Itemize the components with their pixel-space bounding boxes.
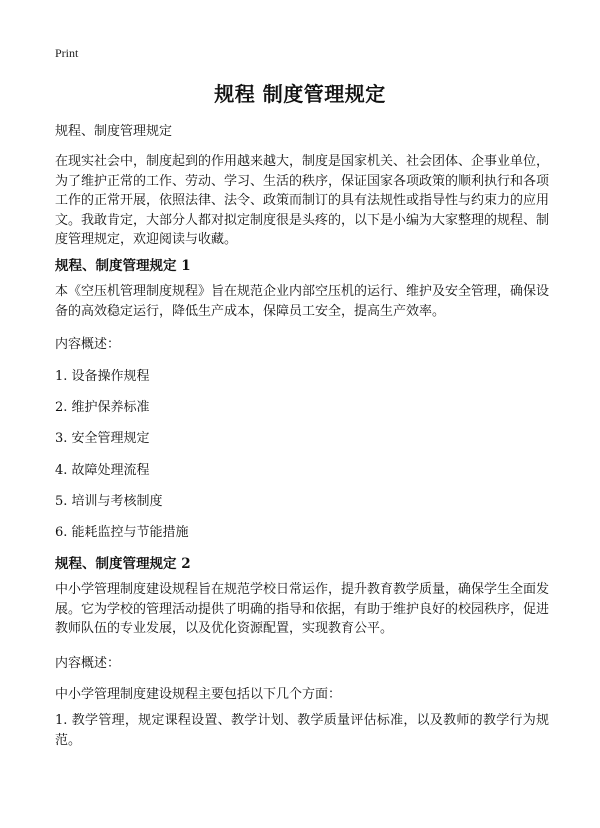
section-1-overview-label: 内容概述： bbox=[55, 337, 121, 352]
list-item: 3. 安全管理规定 bbox=[55, 431, 150, 446]
intro-paragraph: 在现实社会中，制度起到的作用越来越大，制度是国家机关、社会团体、企事业单位，为了维护正常的工作、劳动、学习、生活的秩序，保证国家各项政策的顺利执行和各项工作的正常开展，依照法律、法令、政策而制订的具有法规性或指导性与约束力的应用文。我敢肯定，大部分人都对拟定制度很是头疼的，以下是小编为大家整理的规程、制度管理规定，欢迎阅读与收藏。 bbox=[55, 154, 550, 247]
list-item: 5. 培训与考核制度 bbox=[55, 494, 163, 509]
section-2-item-1: 1. 教学管理，规定课程设置、教学计划、教学质量评估标准，以及教师的教学行为规范。 bbox=[55, 713, 549, 748]
section-1-heading: 规程、制度管理规定 1 bbox=[55, 258, 191, 274]
list-item: 2. 维护保养标准 bbox=[55, 400, 150, 415]
print-label: Print bbox=[55, 46, 79, 60]
section-2-overview-label: 内容概述： bbox=[55, 656, 121, 671]
section-2-aspects-line: 中小学管理制度建设规程主要包括以下几个方面： bbox=[55, 687, 342, 702]
list-item: 4. 故障处理流程 bbox=[55, 463, 150, 478]
list-item: 6. 能耗监控与节能措施 bbox=[55, 525, 189, 540]
document-subtitle: 规程、制度管理规定 bbox=[55, 124, 173, 139]
section-1-paragraph: 本《空压机管理制度规程》旨在规范企业内部空压机的运行、维护及安全管理，确保设备的高效稳定运行，降低生产成本，保障员工安全，提高生产效率。 bbox=[55, 284, 550, 319]
page-title: 规程 制度管理规定 bbox=[214, 82, 386, 106]
section-2-heading: 规程、制度管理规定 2 bbox=[55, 556, 191, 572]
section-2-paragraph: 中小学管理制度建设规程旨在规范学校日常运作，提升教育教学质量，确保学生全面发展。它为学校的管理活动提供了明确的指导和依据，有助于维护良好的校园秩序，促进教师队伍的专业发展，以及优化资源配置，实现教育公平。 bbox=[55, 582, 550, 636]
list-item: 1. 设备操作规程 bbox=[55, 369, 150, 384]
